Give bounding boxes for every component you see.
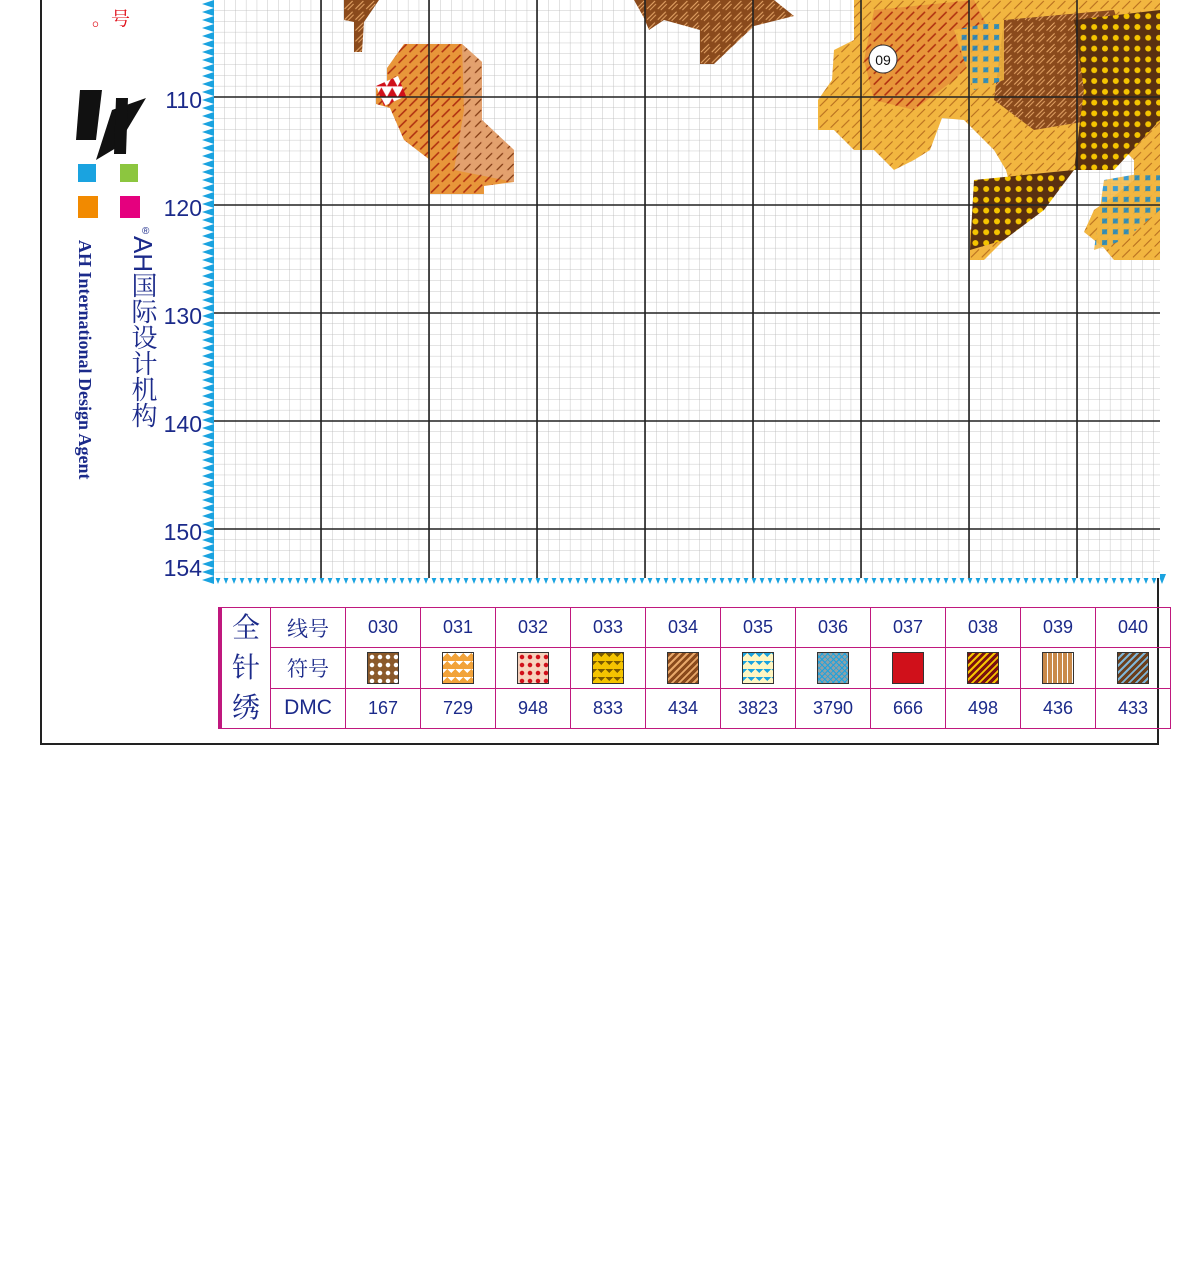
registered-mark: ®: [142, 226, 150, 237]
dots-red-swatch-icon: [517, 652, 549, 684]
legend-dmc: 3823: [721, 688, 796, 728]
stripes-blue-swatch-icon: [1117, 652, 1149, 684]
legend-dmc: 833: [571, 688, 646, 728]
triangles-blue-swatch-icon: [742, 652, 774, 684]
legend-number: 030: [346, 608, 421, 648]
row-label-140: 140: [163, 411, 202, 437]
dots-white-swatch-icon: [367, 652, 399, 684]
legend-header-symbol: 符号: [271, 648, 346, 688]
legend-number: 039: [1021, 608, 1096, 648]
row-label-110: 110: [165, 87, 202, 113]
row-label-120: 120: [163, 195, 202, 221]
legend-header-number: 线号: [271, 608, 346, 648]
legend-dmc: 498: [946, 688, 1021, 728]
legend-number: 037: [871, 608, 946, 648]
brand-name-cn: AH国际设计机构: [128, 236, 158, 429]
solid-swatch-icon: [892, 652, 924, 684]
legend-dmc: 3790: [796, 688, 871, 728]
triangles-dark-swatch-icon: [592, 652, 624, 684]
stripes-light-swatch-icon: [667, 652, 699, 684]
legend-number: 033: [571, 608, 646, 648]
cross-stitch-chart: [214, 0, 1160, 578]
legend-side-title: 全 针 绣: [220, 608, 271, 729]
legend-dmc: 436: [1021, 688, 1096, 728]
legend-number: 032: [496, 608, 571, 648]
legend-number: 031: [421, 608, 496, 648]
left-edge-marker: [202, 0, 214, 578]
legend-header-dmc: DMC: [271, 688, 346, 728]
legend-dmc: 434: [646, 688, 721, 728]
legend-dmc: 948: [496, 688, 571, 728]
row-label-130: 130: [163, 303, 202, 329]
legend-number: 034: [646, 608, 721, 648]
page-number-note: 。号: [92, 9, 131, 30]
legend-number: 038: [946, 608, 1021, 648]
legend-number: 040: [1096, 608, 1171, 648]
legend-dmc: 433: [1096, 688, 1171, 728]
stripes-yellow-swatch-icon: [967, 652, 999, 684]
row-label-154: 154: [163, 555, 202, 581]
legend-dmc: 729: [421, 688, 496, 728]
legend-number: 035: [721, 608, 796, 648]
brand-name-en: AH International Design Agent: [75, 240, 95, 480]
legend-dmc: 666: [871, 688, 946, 728]
bowties-white-swatch-icon: [1042, 652, 1074, 684]
ah-logo-icon: [76, 90, 150, 237]
legend-number: 036: [796, 608, 871, 648]
stitch-marker-label: 09: [875, 52, 891, 68]
thread-legend-table: [218, 607, 1171, 729]
legend-dmc: 167: [346, 688, 421, 728]
cross-blue-swatch-icon: [817, 652, 849, 684]
triangles-white-swatch-icon: [442, 652, 474, 684]
row-label-150: 150: [163, 519, 202, 545]
